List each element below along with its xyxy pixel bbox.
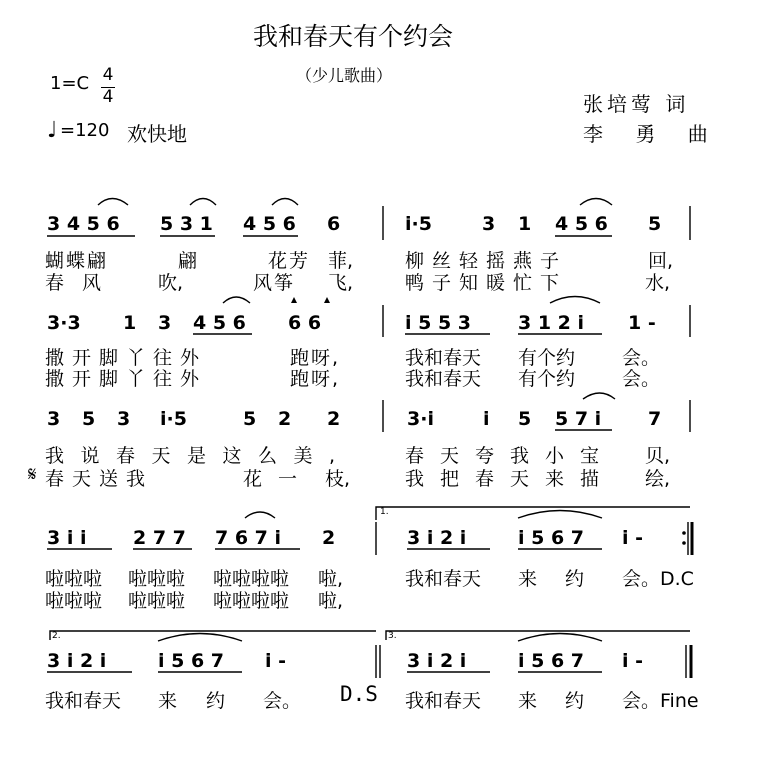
notes-row1-group2: 5 3 1: [160, 213, 213, 235]
lyric-row3-v1-b: 春天夸我小宝: [405, 445, 616, 467]
lyric-row1-v1-c: 花芳: [268, 250, 311, 272]
dal-segno-mark: D.S: [340, 682, 378, 706]
slur: [518, 634, 602, 642]
lyric-row1-v1-a: 蝴蝶翩: [45, 250, 109, 272]
lyric-row3-v2-c: 枝,: [325, 468, 351, 490]
notes-row4-group3: 7 6 7 i: [215, 527, 282, 549]
lyric-row2-v1-b: 跑呀,: [290, 347, 341, 369]
slur: [550, 297, 600, 304]
notes-row5-group6: i -: [622, 650, 644, 672]
notes-row4-group5: 3 i 2 i: [407, 527, 467, 549]
segno-icon: 𝄋: [28, 462, 37, 486]
notes-row3-group11: 5 7 i: [555, 408, 602, 430]
notes-row1-group5: i·5: [405, 213, 432, 235]
slur: [158, 634, 242, 642]
tempo-mood: 欢快地: [127, 122, 187, 146]
notes-row1-group7: 1: [518, 213, 532, 235]
lyric-row1-v2-c: 风筝: [253, 272, 296, 294]
lyric-row1-v2-b: 吹,: [158, 272, 184, 294]
slur: [190, 199, 216, 206]
volta-1-label: 1.: [380, 507, 389, 517]
accent-mark: [291, 297, 297, 303]
notes-row1-group8: 4 5 6: [555, 213, 608, 235]
notes-row1-group6: 3: [482, 213, 496, 235]
notes-row2-group7: 3 1 2 i: [518, 312, 585, 334]
tempo-note-icon: ♩: [47, 118, 58, 143]
lyric-row2-v1-c: 我和春天: [405, 347, 482, 369]
lyric-row3-v1-c: 贝,: [645, 445, 671, 467]
lyric-row2-v2-e: 会。: [622, 368, 661, 390]
lyric-row4-v1-h: 会。D.C: [622, 568, 694, 590]
lyric-row2-v2-c: 我和春天: [405, 368, 482, 390]
notes-row1-group9: 5: [648, 213, 662, 235]
song-title: 我和春天有个约会: [253, 22, 454, 51]
volta-3-label: 3.: [388, 631, 397, 641]
lyric-row3-v2-a: 春天送我: [45, 468, 154, 490]
notes-row4-group4: 2: [322, 527, 336, 549]
lyric-row5-f: 来: [518, 690, 538, 712]
notes-row3-group5: 5: [243, 408, 257, 430]
lyric-row5-g: 约: [565, 690, 585, 712]
lyric-row1-v2-d: 飞,: [328, 272, 354, 294]
lyric-row4-v1-f: 来: [518, 568, 538, 590]
lyric-row4-v1-e: 我和春天: [405, 568, 482, 590]
lyric-row1-v2-f: 水,: [645, 272, 671, 294]
lyric-row3-v1-a: 我说春天是这么美,: [45, 445, 352, 467]
lyric-row4-v1-g: 约: [565, 568, 585, 590]
lyric-row2-v2-d: 有个约: [518, 368, 576, 390]
lyric-row2-v1-a: 撒开脚丫往外: [45, 347, 208, 369]
notes-row4-group6: i 5 6 7: [518, 527, 585, 549]
repeat-dot: [682, 541, 686, 545]
notes-row4-group7: i -: [622, 527, 644, 549]
notes-row3-group7: 2: [327, 408, 341, 430]
notes-row2-group3: 3: [158, 312, 172, 334]
lyric-row3-v2-d: 我把春天来描: [405, 468, 616, 490]
lyric-row2-v2-a: 撒开脚丫往外: [45, 368, 208, 390]
notes-row3-group4: i·5: [160, 408, 187, 430]
lyric-row1-v2-a: 春 风: [45, 272, 108, 294]
notes-row5-group1: 3 i 2 i: [47, 650, 107, 672]
notes-row1-group1: 3 4 5 6: [47, 213, 120, 235]
lyric-row5-c: 约: [206, 690, 226, 712]
notes-row5-group5: i 5 6 7: [518, 650, 585, 672]
notes-row5-group3: i -: [265, 650, 287, 672]
lyric-row4-v2-d: 啦,: [318, 590, 344, 612]
notes-row3-group2: 5: [82, 408, 96, 430]
notes-row3-group10: 5: [518, 408, 532, 430]
lyric-row1-v1-e: 柳丝轻摇燕子: [405, 250, 568, 272]
slur: [272, 199, 298, 206]
notes-row5-group4: 3 i 2 i: [407, 650, 467, 672]
composer-credit: 李 勇 曲: [583, 122, 712, 146]
slur: [580, 199, 612, 206]
lyricist-credit: 张培莺 词: [583, 92, 690, 116]
notes-row2-group2: 1: [123, 312, 137, 334]
notes-row3-group6: 2: [278, 408, 292, 430]
lyric-row5-b: 来: [158, 690, 178, 712]
lyric-row1-v2-e: 鸭子知暖忙下: [405, 272, 568, 294]
time-signature-bottom: 4: [102, 87, 114, 107]
lyric-row1-v1-f: 回,: [648, 250, 674, 272]
notes-row3-group1: 3: [47, 408, 61, 430]
slur: [518, 511, 602, 519]
lyric-row3-v2-e: 绘,: [645, 468, 671, 490]
lyric-row4-v2-b: 啦啦啦: [128, 590, 186, 612]
key-signature: 1=C: [50, 73, 90, 94]
lyric-row4-v2-c: 啦啦啦啦: [213, 590, 290, 612]
lyric-row5-e: 我和春天: [405, 690, 482, 712]
volta-bracket-2: [50, 631, 376, 640]
volta-2-label: 2.: [52, 631, 61, 641]
notes-row2-group5: 6 6: [288, 312, 322, 334]
notes-row1-group3: 4 5 6: [243, 213, 296, 235]
notes-row3-group8: 3·i: [407, 408, 434, 430]
lyric-row2-v1-d: 有个约: [518, 347, 576, 369]
lyric-row3-v2-b: 花一: [243, 468, 314, 490]
notes-row2-group4: 4 5 6: [193, 312, 246, 334]
lyric-row4-v1-b: 啦啦啦: [128, 568, 186, 590]
lyric-row4-v2-a: 啦啦啦: [45, 590, 103, 612]
lyric-row4-v1-c: 啦啦啦啦: [213, 568, 290, 590]
lyric-row1-v1-d: 菲,: [328, 250, 354, 272]
lyric-row5-a: 我和春天: [45, 690, 122, 712]
notes-row1-group4: 6: [327, 213, 341, 235]
notes-row4-group2: 2 7 7: [133, 527, 186, 549]
lyric-row5-d: 会。: [263, 690, 302, 712]
lyric-row2-v2-b: 跑呀,: [290, 368, 341, 390]
notes-row5-group2: i 5 6 7: [158, 650, 225, 672]
notes-row2-group1: 3·3: [47, 312, 81, 334]
slur: [245, 512, 275, 518]
slur: [98, 199, 128, 206]
notes-row3-group12: 7: [648, 408, 662, 430]
lyric-row4-v1-a: 啦啦啦: [45, 568, 103, 590]
accent-mark: [324, 297, 330, 303]
notes-row2-group6: i 5 5 3: [405, 312, 472, 334]
slur: [583, 393, 615, 399]
lyric-row1-v1-b: 翩: [178, 250, 198, 272]
tempo-value: =120: [60, 120, 110, 141]
repeat-dot: [682, 531, 686, 535]
slur: [223, 297, 250, 303]
lyric-row5-h: 会。Fine: [622, 690, 699, 712]
notes-row4-group1: 3 i i: [47, 527, 87, 549]
lyric-row2-v1-e: 会。: [622, 347, 661, 369]
notes-row3-group9: i: [483, 408, 490, 430]
notes-row2-group8: 1 -: [628, 312, 656, 334]
lyric-row4-v1-d: 啦,: [318, 568, 344, 590]
time-signature-top: 4: [102, 65, 114, 85]
notes-row3-group3: 3: [117, 408, 131, 430]
song-subtitle: （少儿歌曲）: [296, 66, 393, 85]
